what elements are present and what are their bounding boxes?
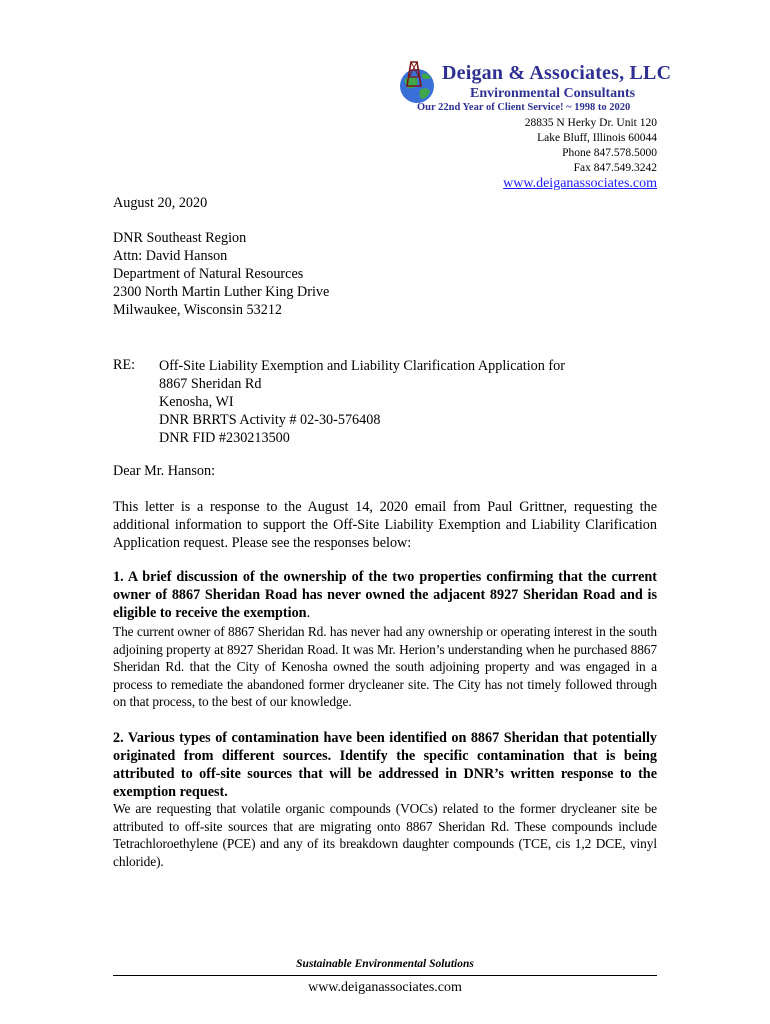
intro-paragraph: This letter is a response to the August 14, 2020 email from Paul Grittner, requesting the additional information to support the Off-Site Liability Exemption and Liability Clarification Application request. Please see the responses below: <box>113 499 657 551</box>
recipient-line: Department of Natural Resources <box>113 266 304 282</box>
website-link[interactable]: www.deiganassociates.com <box>503 176 657 191</box>
re-line: Kenosha, WI <box>159 394 234 410</box>
recipient-line: 2300 North Martin Luther King Drive <box>113 284 330 300</box>
firm-subtitle: Environmental Consultants <box>470 86 636 101</box>
footer-divider <box>113 975 657 976</box>
re-line: DNR BRRTS Activity # 02-30-576408 <box>159 412 381 428</box>
recipient-line: Attn: David Hanson <box>113 248 228 264</box>
recipient-line: DNR Southeast Region <box>113 230 247 246</box>
answer-1-paragraph: The current owner of 8867 Sheridan Rd. has never had any ownership or operating interest in the south adjoining property at 8927 Sheridan Road. It was Mr. Herion’s understanding when he purchased 8867 Sheridan Rd. that the City of Kenosha owned the south adjoining property and was engaged in a process to remediate the abandoned former drycleaner site. The City has not timely followed through on that process, to the best of our knowledge. <box>113 624 657 710</box>
re-subject <box>159 357 565 447</box>
address-line-2: Lake Bluff, Illinois 60044 <box>537 132 657 144</box>
answer-2-paragraph: We are requesting that volatile organic compounds (VOCs) related to the former drycleaner site be attributed to off-site sources that are migrating onto 8867 Sheridan Rd. These compounds include Tetrachloroethylene (PCE) and any of its breakdown daughter compounds (TCE, cis 1,2 DCE, vinyl chloride). <box>113 801 657 869</box>
firm-tagline: Our 22nd Year of Client Service! ~ 1998 to 2020 <box>417 102 631 113</box>
re-label: RE: <box>113 357 136 373</box>
question-1-period: . <box>306 605 311 621</box>
firm-name: Deigan & Associates, LLC <box>442 62 672 84</box>
re-line: 8867 Sheridan Rd <box>159 376 262 392</box>
letter-date: August 20, 2020 <box>113 195 208 211</box>
question-1-heading <box>113 568 657 622</box>
re-line: Off-Site Liability Exemption and Liability Clarification Application for <box>159 358 565 374</box>
footer-website[interactable]: www.deiganassociates.com <box>308 980 462 995</box>
fax-number: Fax 847.549.3242 <box>573 162 657 174</box>
footer-slogan: Sustainable Environmental Solutions <box>296 958 474 970</box>
salutation: Dear Mr. Hanson: <box>113 463 216 479</box>
address-line-1: 28835 N Herky Dr. Unit 120 <box>524 117 657 129</box>
globe-oil-derrick-icon <box>398 60 440 106</box>
question-1-text: 1. A brief discussion of the ownership of the two properties confirming that the current owner of 8867 Sheridan Road has never owned the adjacent 8927 Sheridan Road and is eligible to receive the exemption <box>113 569 657 621</box>
phone-number: Phone 847.578.5000 <box>562 147 657 159</box>
re-line: DNR FID #230213500 <box>159 430 290 446</box>
recipient-line: Milwaukee, Wisconsin 53212 <box>113 302 283 318</box>
question-2-heading: 2. Various types of contamination have been identified on 8867 Sheridan that potentially originated from different sources. Identify the specific contamination that is being attributed to off-site sources that will be addressed in DNR’s written response to the exemption request. <box>113 730 657 800</box>
